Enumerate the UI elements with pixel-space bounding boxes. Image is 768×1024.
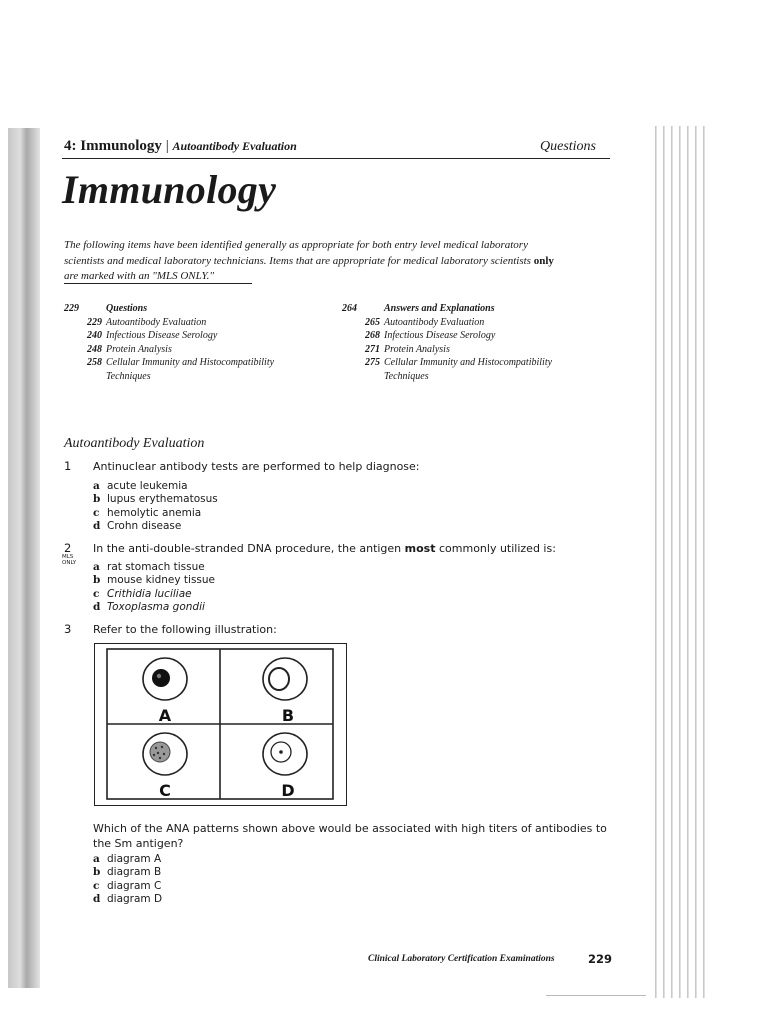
- toc-page: 264: [342, 303, 357, 314]
- option-letter: b: [93, 493, 101, 506]
- toc-item: [342, 329, 602, 343]
- toc-page: 275: [365, 357, 380, 369]
- answer-option: [93, 574, 215, 587]
- toc-page: 248: [87, 343, 102, 355]
- chapter-label: 4: Immunology: [64, 138, 162, 154]
- question-text-line: Which of the ANA patterns shown above would be associated with high titers of antibodies to: [93, 822, 607, 835]
- toc-answers: [342, 302, 602, 384]
- toc-item: [342, 316, 602, 330]
- toc-item: [342, 356, 602, 370]
- question-text-part: commonly utilized is:: [435, 542, 556, 555]
- answer-option: [93, 880, 162, 893]
- option-letter: d: [93, 520, 101, 533]
- answer-option: [93, 893, 162, 906]
- option-text: diagram C: [107, 879, 162, 892]
- question-text: Antinuclear antibody tests are performed to help diagnose:: [93, 460, 420, 473]
- toc-label: Autoantibody Evaluation: [106, 316, 207, 328]
- option-text: acute leukemia: [107, 480, 188, 492]
- option-text: Toxoplasma gondii: [107, 601, 205, 614]
- answer-option: [93, 866, 162, 879]
- mls-only-tag: MLS ONLY: [62, 554, 77, 566]
- toc-label: Cellular Immunity and Histocompatibility: [384, 357, 553, 369]
- running-header: [64, 138, 297, 155]
- toc-heading: Answers and Explanations: [384, 303, 495, 314]
- book-right-page-edges: [652, 126, 706, 998]
- toc-label: Infectious Disease Serology: [106, 330, 218, 342]
- answer-option: [93, 588, 215, 601]
- toc-item: [64, 329, 324, 343]
- header-separator: |: [165, 138, 169, 154]
- intro-underline: [64, 283, 252, 284]
- answer-option: [93, 520, 218, 533]
- question-number: 3: [64, 622, 72, 636]
- section-heading: Autoantibody Evaluation: [64, 436, 205, 451]
- question-text-line: the Sm antigen?: [93, 836, 184, 850]
- intro-line: The following items have been identified generally as appropriate for both entry level medical laboratory: [64, 239, 528, 251]
- option-text: lupus erythematosus: [107, 493, 218, 506]
- toc-page: 229: [87, 316, 102, 328]
- intro-line: [64, 254, 620, 270]
- option-letter: b: [93, 574, 101, 587]
- subsection-label: Autoantibody Evaluation: [172, 139, 297, 153]
- book-left-edge: [8, 128, 42, 988]
- toc-heading: Questions: [106, 303, 148, 314]
- ana-pattern-diagram: [94, 643, 348, 807]
- footer-book-title: Clinical Laboratory Certification Examinations: [368, 954, 555, 964]
- answer-option: [93, 853, 162, 866]
- footer-page-number: 229: [588, 952, 613, 966]
- intro-line: are marked with an "MLS ONLY.": [64, 270, 214, 282]
- option-letter: b: [93, 866, 101, 879]
- answer-option: [93, 493, 218, 506]
- toc-page: 271: [365, 343, 380, 355]
- cell-diagram-c: [143, 733, 187, 775]
- question-text: Refer to the following illustration:: [93, 623, 277, 636]
- question-emphasis: most: [404, 542, 436, 555]
- cell-diagram-b: [263, 658, 307, 700]
- question-text: [93, 822, 607, 851]
- toc-page: 265: [365, 316, 380, 328]
- toc-label: Autoantibody Evaluation: [384, 316, 485, 328]
- question-number: 2: [64, 541, 72, 555]
- header-rule: [62, 158, 610, 159]
- intro-emphasis: only: [533, 254, 554, 267]
- header-right-label: Questions: [540, 139, 596, 154]
- option-text: Crohn disease: [107, 520, 182, 533]
- toc-label: Protein Analysis: [384, 343, 450, 355]
- option-text: rat stomach tissue: [107, 561, 205, 573]
- toc-item: [64, 343, 324, 357]
- figure-label-a: A: [158, 706, 172, 725]
- answer-option: [93, 507, 218, 520]
- answer-option: [93, 601, 215, 614]
- option-text: Crithidia luciliae: [107, 587, 192, 600]
- option-text: hemolytic anemia: [107, 506, 202, 519]
- answer-option: [93, 480, 218, 493]
- option-letter: c: [93, 506, 100, 519]
- toc-item: [342, 343, 602, 357]
- option-letter: c: [93, 587, 100, 600]
- toc-label: Infectious Disease Serology: [384, 330, 496, 342]
- cell-diagram-a: [143, 658, 187, 700]
- option-letter: d: [93, 893, 101, 906]
- page-bottom-edge: [546, 995, 646, 996]
- cell-diagram-d: [263, 733, 307, 775]
- figure-label-c: C: [159, 781, 171, 800]
- toc-questions: [64, 302, 324, 384]
- option-letter: a: [93, 853, 100, 865]
- toc-item: [64, 316, 324, 330]
- toc-continuation: Techniques: [106, 370, 151, 382]
- option-letter: d: [93, 601, 101, 614]
- answer-options: [93, 480, 218, 534]
- answer-options: [93, 853, 162, 907]
- option-letter: a: [93, 480, 100, 492]
- option-text: diagram B: [107, 866, 162, 879]
- toc-page: 229: [64, 303, 79, 314]
- option-text: diagram D: [107, 893, 163, 906]
- toc-page: 240: [87, 330, 102, 342]
- toc-page: 258: [87, 357, 102, 369]
- question-text: [93, 542, 556, 555]
- option-text: diagram A: [107, 853, 162, 865]
- page-title: Immunology: [62, 167, 277, 212]
- toc-label: Protein Analysis: [106, 343, 172, 355]
- figure-label-d: D: [281, 781, 295, 800]
- toc-item: [64, 356, 324, 370]
- answer-option: [93, 561, 215, 574]
- answer-options: [93, 561, 215, 615]
- toc-page: 268: [365, 330, 380, 342]
- figure-label-b: B: [281, 706, 295, 725]
- intro-text: scientists and medical laboratory technicians. Items that are appropriate for medical laboratory scientists: [64, 254, 534, 267]
- toc-label: Cellular Immunity and Histocompatibility: [106, 357, 275, 369]
- toc-continuation: Techniques: [384, 370, 429, 382]
- intro-paragraph: [64, 238, 620, 285]
- option-letter: c: [93, 879, 100, 892]
- option-text: mouse kidney tissue: [107, 574, 215, 587]
- option-letter: a: [93, 561, 100, 573]
- ana-pattern-figure: [94, 643, 348, 812]
- question-number: 1: [64, 459, 72, 473]
- question-text-part: In the anti-double-stranded DNA procedure, the antigen: [93, 542, 405, 555]
